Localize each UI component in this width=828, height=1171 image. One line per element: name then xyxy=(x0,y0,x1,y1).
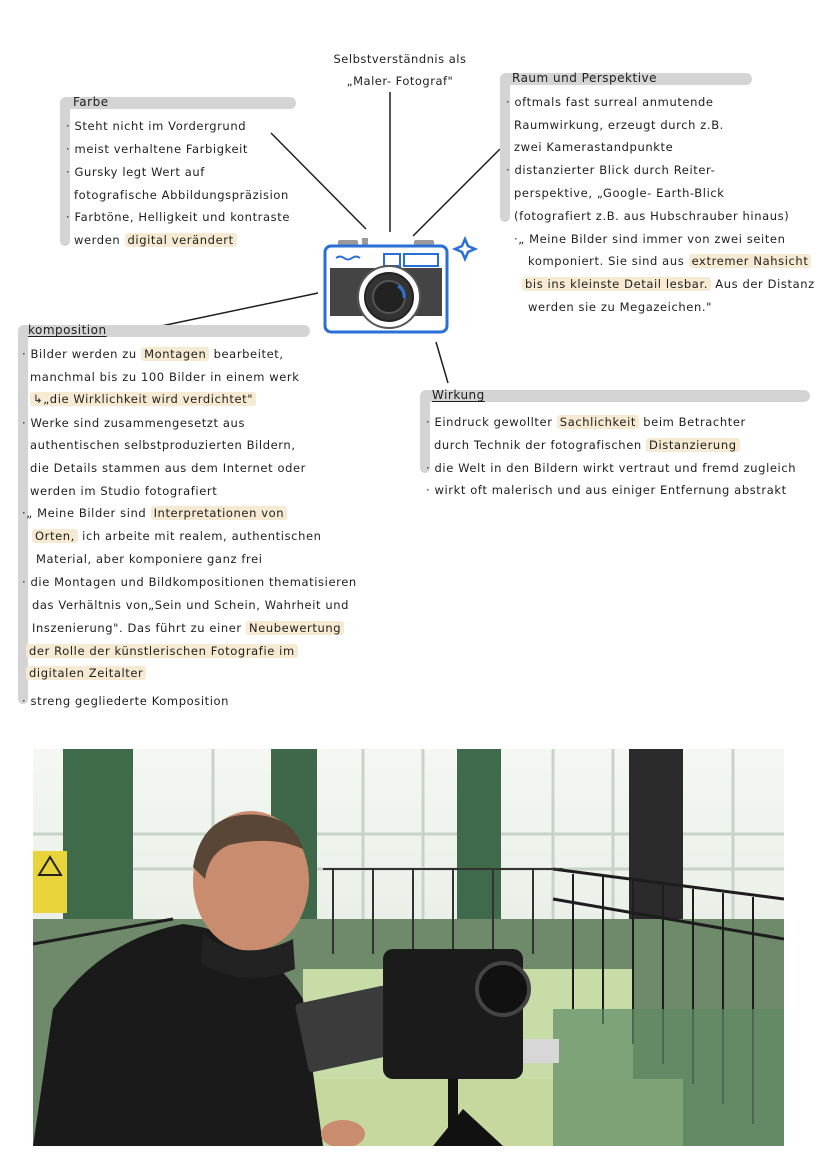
komposition-highlight-zeitalter: digitalen Zeitalter xyxy=(26,666,146,680)
farbe-heading: Farbe xyxy=(73,95,109,109)
raum-line-3: zwei Kamerastandpunkte xyxy=(514,140,674,154)
wirkung-line-3: · die Welt in den Bildern wirkt vertraut und fremd zugleich xyxy=(426,461,797,475)
komposition-line-7: werden im Studio fotografiert xyxy=(30,484,218,498)
wirkung-line-4: · wirkt oft malerisch und aus einiger Entfernung abstrakt xyxy=(426,483,787,497)
komposition-line-8 xyxy=(22,505,287,521)
raum-highlight-nahsicht: extremer Nahsicht xyxy=(689,254,812,268)
komposition-line-1-post: bearbeitet, xyxy=(209,347,284,361)
title-line-2: „Maler- Fotograf" xyxy=(346,74,454,88)
komposition-line-4: · Werke sind zusammengesetzt aus xyxy=(22,416,246,430)
komposition-line-9-post: ich arbeite mit realem, authentischen xyxy=(77,529,322,543)
komposition-highlight-montagen: Montagen xyxy=(141,347,209,361)
raum-highlight-detail: bis ins kleinste Detail lesbar. xyxy=(522,277,711,291)
komposition-line-2: manchmal bis zu 100 Bilder in einem werk xyxy=(30,370,300,384)
wirkung-highlight-sachlichkeit: Sachlichkeit xyxy=(557,415,639,429)
farbe-highlight-digital: digital verändert xyxy=(125,233,237,247)
wirkung-heading: Wirkung xyxy=(432,388,485,402)
wirkung-line-1-post: beim Betrachter xyxy=(639,415,746,429)
farbe-line-6-text: werden xyxy=(74,233,125,247)
raum-line-5: perspektive, „Google- Earth-Blick xyxy=(514,186,725,200)
komposition-line-16: · streng gegliederte Komposition xyxy=(22,694,230,708)
farbe-line-1: · Steht nicht im Vordergrund xyxy=(66,119,247,133)
wirkung-highlight-distanzierung: Distanzierung xyxy=(646,438,740,452)
komposition-highlight-neubewertung: Neubewertung xyxy=(246,621,344,635)
komposition-highlight-rolle: der Rolle der künstlerischen Fotografie im xyxy=(26,644,298,658)
farbe-line-4: fotografische Abbildungspräzision xyxy=(74,188,289,202)
komposition-line-10: Material, aber komponiere ganz frei xyxy=(36,552,263,566)
farbe-line-3: · Gursky legt Wert auf xyxy=(66,165,205,179)
komposition-highlight-verdichtet: ↳„die Wirklichkeit wird verdichtet" xyxy=(30,392,256,406)
raum-line-2: Raumwirkung, erzeugt durch z.B. xyxy=(514,118,724,132)
photographer-photo xyxy=(33,749,784,1146)
komposition-line-14 xyxy=(26,643,298,659)
raum-quote-line-2 xyxy=(528,253,811,269)
photo-illustration xyxy=(33,749,784,1146)
wirkung-line-2-pre: durch Technik der fotografischen xyxy=(434,438,647,452)
raum-line-1: · oftmals fast surreal anmutende xyxy=(506,95,714,109)
farbe-line-5: · Farbtöne, Helligkeit und kontraste xyxy=(66,210,291,224)
komposition-line-13-pre: Inszenierung". Das führt zu einer xyxy=(32,621,247,635)
raum-quote-2-text: komponiert. Sie sind aus xyxy=(528,254,689,268)
wirkung-line-1 xyxy=(426,414,746,430)
komposition-line-12: das Verhältnis von„Sein und Schein, Wahrheit und xyxy=(32,598,350,612)
raum-line-4: · distanzierter Blick durch Reiter- xyxy=(506,163,716,177)
raum-quote-line-3 xyxy=(522,276,815,292)
raum-heading: Raum und Perspektive xyxy=(512,71,658,85)
komposition-line-8-pre: ·„ Meine Bilder sind xyxy=(22,506,151,520)
farbe-line-2: · meist verhaltene Farbigkeit xyxy=(66,142,249,156)
wirkung-line-2 xyxy=(434,437,740,453)
raum-quote-line-4: werden sie zu Megazeichen." xyxy=(528,300,712,314)
komposition-line-13 xyxy=(32,620,344,636)
raum-line-6: (fotografiert z.B. aus Hubschrauber hinaus) xyxy=(514,209,790,223)
komposition-line-9 xyxy=(32,528,322,544)
farbe-line-6 xyxy=(74,232,237,248)
komposition-heading: komposition xyxy=(28,323,107,337)
title-line-1: Selbstverständnis als xyxy=(333,52,467,66)
komposition-line-1-pre: · Bilder werden zu xyxy=(22,347,142,361)
komposition-line-3 xyxy=(30,391,256,407)
komposition-line-15 xyxy=(26,665,146,681)
komposition-highlight-orten: Orten, xyxy=(32,529,78,543)
komposition-line-5: authentischen selbstproduzierten Bildern, xyxy=(30,438,296,452)
wirkung-line-1-pre: · Eindruck gewollter xyxy=(426,415,557,429)
raum-quote-3-text: Aus der Distanz xyxy=(711,277,815,291)
komposition-line-11: · die Montagen und Bildkompositionen thematisieren xyxy=(22,575,357,589)
komposition-highlight-interpretationen: Interpretationen von xyxy=(151,506,288,520)
komposition-line-1 xyxy=(22,346,284,362)
komposition-line-6: die Details stammen aus dem Internet oder xyxy=(30,461,306,475)
raum-quote-line-1: ·„ Meine Bilder sind immer von zwei seiten xyxy=(514,232,786,246)
